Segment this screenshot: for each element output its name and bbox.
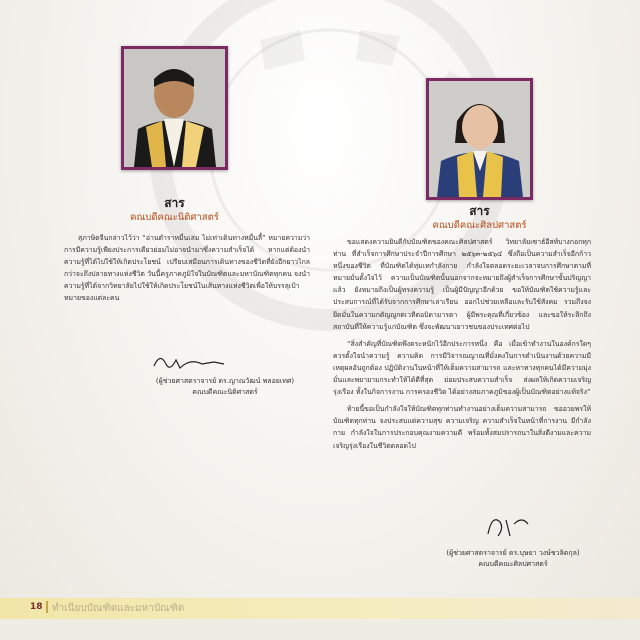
left-signature-block xyxy=(140,376,310,398)
left-signer-name: (ผู้ช่วยศาสตราจารย์ ดร.ญาณวัฒน์ พลอยเทศ) xyxy=(155,377,295,385)
right-heading: สาร xyxy=(469,204,490,218)
bottom-margin xyxy=(0,620,640,640)
right-message xyxy=(333,236,591,457)
footer-separator xyxy=(46,601,48,613)
right-paragraph-3: ท้ายนี้ขอเป็นกำลังใจให้บัณฑิตทุกท่านทำงานอย่างเต็มความสามารถ ขออวยพรให้บัณฑิตทุกท่าน จงประสบแต่ความสุข ความเจริญ ความสำเร็จในหน้าที่การงาน มีกำลังกาย กำลังใจในการประกอบคุณงามความดี พร้อมทั้งสมปรารถนาในสิ่งดีงามและความเจริญรุ่งเรืองในชีวิตตลอดไป xyxy=(333,405,591,450)
right-signature-block xyxy=(418,548,608,570)
dean-law-portrait xyxy=(124,49,225,167)
left-paragraph: สุภาษิตจีนกล่าวไว้ว่า “อ่านตำราหมื่นเล่ม ไม่เท่าเดินทางหมื่นลี้” หมายความว่า การมีความรู้เพียงประการเดียวย่อมไม่อาจนำมาซึ่งความสำเร็จได้ หากแต่ต้องนำความรู้ที่ได้ไปใช้ให้เกิดประโยชน์ เปรียบเสมือนการเดินทางของชีวิตที่ยังอีกยาวไกลกว่าจะถึงปลายทางแห่งชีวิต วันนี้ครูภาคภูมิใจในบัณฑิตและมหาบัณฑิตทุกคน จงนำความรู้ที่ได้จากวิทยาลัยไปใช้ให้เกิดประโยชน์ในเส้นทางแห่งชีวิตเพื่อให้บรรลุเป้าหมายของแต่ละคน xyxy=(64,234,310,303)
right-signer-title: คณบดีคณะศิลปศาสตร์ xyxy=(478,560,548,568)
dean-arts-portrait xyxy=(429,81,530,197)
right-signer-name: (ผู้ช่วยศาสตราจารย์ ดร.บุษยา วงษ์ชวลิตกุล) xyxy=(446,549,580,557)
left-subtitle: คณบดีคณะนิติศาสตร์ xyxy=(130,212,219,223)
right-subtitle: คณบดีคณะศิลปศาสตร์ xyxy=(432,220,527,231)
right-paragraph-2: “สิ่งสำคัญที่บัณฑิตพึงตระหนักไว้อีกประการหนึ่ง คือ เมื่อเข้าทำงานในองค์กรใดๆ ควรตั้งใจนำความรู้ ความคิด การมีวิจารณญาณที่มั่งคงในการดำเนินงานด้วยความมีเหตุผลอันถูกต้อง ปฏิบัติงานในหน้าที่ให้เต็มความสามารถ และหาทางทุกคนได้มีความมุ่งมั่นและพยายามกระทำให้ได้ดีที่สุด ย่อมประสบความสำเร็จ ส่งผลให้เกิดความเจริญรุ่งเรือง ทั้งในกิจการงาน การครองชีวิต ได้อย่างสมภาคภูมิของผู้เป็นบัณฑิตอย่างแท้จริง” xyxy=(333,339,591,397)
dean-arts-photo-frame xyxy=(426,78,533,200)
right-paragraph-1: ขอแสดงความยินดีกับบัณฑิตของคณะศิลปศาสตร์ วิทยาลัยเซาธ์อีสท์บางกอกทุกท่าน ที่สำเร็จการศึกษาประจำปีการศึกษา ๒๕๖๓-๒๕๖๔ ซึ่งถือเป็นความสำเร็จอีกก้าวหนึ่งของชีวิต ที่บัณฑิตได้ทุ่มเทกำลังกาย กำลังใจตลอดระยะเวลาจบการศึกษาตามที่หมายมั่นตั้งใจไว้ ความเป็นบัณฑิตนั้นนอกจากจะหมายถึงผู้สำเร็จการศึกษาขั้นปริญญาแล้ว ยังหมายถึงเป็นผู้ทรงความรู้ เป็นผู้มีปัญญาอีกด้วย ขอให้บัณฑิตใช้ความรู้และประสบการณ์ที่ได้รับจากการศึกษาเล่าเรียน ออกไปช่วยเหลือและรับใช้สังคม รวมถึงจงยึดมั่นในความกตัญญูกตเวทีต่อบิดามารดา ผู้มีพระคุณที่เกี่ยวข้อง และขอให้ระลึกถึงสถาบันที่ให้ความรู้แก่บัณฑิต ซึ่งจะพัฒนาเยาวชนของประเทศต่อไป xyxy=(333,238,591,331)
left-heading: สาร xyxy=(164,196,185,210)
left-signer-title: คณบดีคณะนิติศาสตร์ xyxy=(192,388,258,396)
dean-law-photo-frame xyxy=(121,46,228,170)
page-number: 18 xyxy=(30,602,43,612)
footer-book-title: ทำเนียบบัณฑิตและมหาบัณฑิต xyxy=(52,603,185,614)
left-signature xyxy=(150,350,230,374)
left-message xyxy=(64,232,310,310)
right-signature xyxy=(482,510,542,540)
